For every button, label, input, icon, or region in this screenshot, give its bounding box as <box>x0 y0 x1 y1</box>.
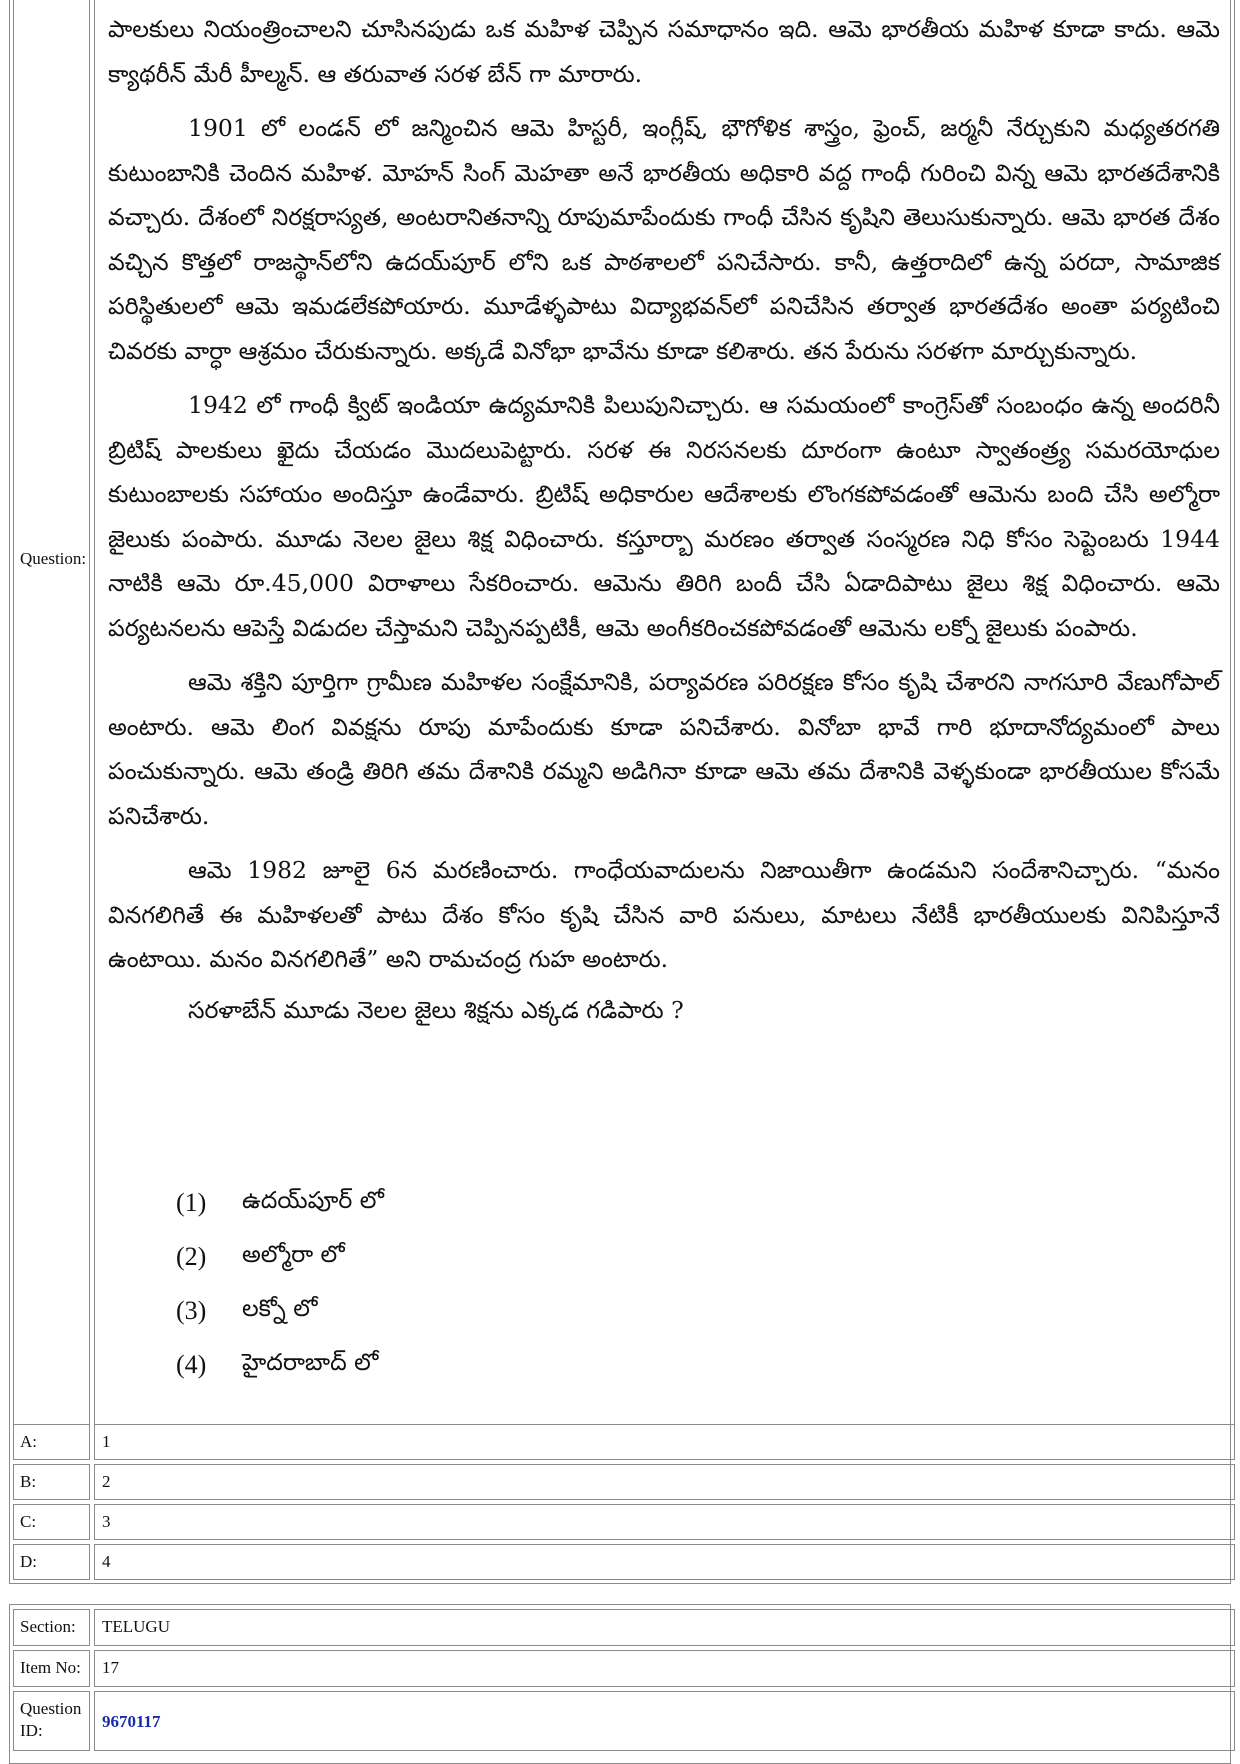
answer-value: 4 <box>102 1552 111 1571</box>
option-text: లక్నో లో <box>242 1294 318 1322</box>
qid-label-line1: Question <box>20 1699 82 1718</box>
passage <box>108 0 1220 1032</box>
passage-paragraph: 1942 లో గాంధీ క్విట్ ఇండియా ఉద్యమానికి పిలుపునిచ్చారు. ఆ సమయంలో కాంగ్రెస్‌తో సంబంధం ఉన్న అందరినీ బ్రిటిష్ పాలకులు ఖైదు చేయడం మొదలుపెట్టారు. సరళ ఈ నిరసనలకు దూరంగా ఉంటూ స్వాతంత్ర్య సమరయోధుల కుటుంబాలకు సహాయం అందిస్తూ ఉండేవారు. బ్రిటిష్ అధికారుల ఆదేశాలకు లొంగకపోవడంతో ఆమెను బంది చేసి అల్మోరా జైలుకు పంపారు. మూడు నెలల జైలు శిక్ష విధించారు. కస్తూర్బా మరణం తర్వాత సంస్మరణ నిధి కోసం సెప్టెంబరు 1944 నాటికి ఆమె రూ.45,000 విరాళాలు సేకరించారు. ఆమెను తిరిగి బందీ చేసి ఏడాదిపాటు జైలు శిక్ష విధించారు. ఆమె పర్యటనలను ఆపెస్తే విడుదల చేస్తామని చెప్పినప్పటికీ, ఆమె అంగీకరించకపోవడంతో ఆమెను లక్నో జైలుకు పంపారు. <box>108 391 1220 642</box>
option-item <box>176 1284 1076 1338</box>
question-label: Question: <box>20 549 87 568</box>
passage-paragraph: ఆమె శక్తిని పూర్తిగా గ్రామీణ మహిళల సంక్షేమానికి, పర్యావరణ పరిరక్షణ కోసం కృషి చేశారని నాగసూరి వేణుగోపాల్ అంటారు. ఆమె లింగ వివక్షను రూపు మాపేందుకు కూడా పనిచేశారు. వినోబా భావే గారి భూదానోద్యమంలో పాలు పంచుకున్నారు. ఆమె తండ్రి తిరిగి తమ దేశానికి రమ్మని అడిగినా కూడా ఆమె తమ దేశానికి వెళ్ళకుండా భారతీయుల కోసమే పనిచేశారు. <box>108 668 1220 830</box>
passage-paragraph: ఆమె 1982 జూలై 6న మరణించారు. గాంధేయవాదులను నిజాయితీగా ఉండమని సందేశానిచ్చారు. “మనం వినగలిగితే ఈ మహిళలతో పాటు దేశం కోసం కృషి చేసిన వారి పనులు, మాటలు నేటికీ భారతీయులకు వినిపిస్తూనే ఉంటాయి. మనం వినగలిగితే” అని రామచంద్ర గుహ అంటారు. <box>108 856 1220 973</box>
section-value-cell <box>94 1609 1235 1646</box>
answer-label-cell <box>13 1504 90 1540</box>
answer-value-cell <box>94 1464 1235 1500</box>
answer-label-cell <box>13 1544 90 1580</box>
answer-label-cell <box>13 1464 90 1500</box>
answer-value: 1 <box>102 1432 111 1451</box>
question-id-link[interactable]: 9670117 <box>102 1712 161 1731</box>
option-text: అల్మోరా లో <box>242 1240 345 1268</box>
passage-paragraph: 1901 లో లండన్ లో జన్మించిన ఆమె హిస్టరీ, ఇంగ్లీష్, భౌగోళిక శాస్త్రం, ఫ్రెంచ్, జర్మనీ నేర్చుకుని మధ్యతరగతి కుటుంబానికి చెందిన మహిళ. మోహన్ సింగ్ మెహతా అనే భారతీయ అధికారి వద్ద గాంధీ గురించి విన్న ఆమె భారతదేశానికి వచ్చారు. దేశంలో నిరక్షరాస్యత, అంటరానితనాన్ని రూపుమాపేందుకు గాంధీ చేసిన కృషిని తెలుసుకున్నారు. ఆమె భారత దేశం వచ్చిన కొత్తలో రాజస్థాన్‌లోని ఉదయ్‌పూర్ లోని ఒక పాఠశాలలో పనిచేసారు. కానీ, ఉత్తరాదిలో ఉన్న పరదా, సామాజిక పరిస్థితులలో ఆమె ఇమడలేకపోయారు. మూడేళ్ళపాటు విద్యాభవన్‌లో పనిచేసిన తర్వాత భారతదేశం అంతా పర్యటించి చివరకు వార్ధా ఆశ్రమం చేరుకున్నారు. అక్కడే వినోభా భావేను కూడా కలిశారు. తన పేరును సరళగా మార్చుకున్నారు. <box>108 114 1220 365</box>
qid-label <box>20 1698 81 1742</box>
answer-value: 2 <box>102 1472 111 1491</box>
option-item <box>176 1176 1076 1230</box>
item-label: Item No: <box>20 1658 81 1677</box>
answer-value-cell <box>94 1504 1235 1540</box>
question-body-cell <box>94 0 1235 1425</box>
option-item <box>176 1338 1076 1392</box>
question-text: సరళాబేన్ మూడు నెలల జైలు శిక్షను ఎక్కడ గడిపారు ? <box>188 995 684 1024</box>
item-value-cell <box>94 1650 1235 1687</box>
option-number: (4) <box>176 1350 207 1379</box>
option-number: (3) <box>176 1296 207 1325</box>
section-label-cell <box>13 1609 90 1646</box>
option-item <box>176 1230 1076 1284</box>
answer-value-cell <box>94 1424 1235 1460</box>
item-label-cell <box>13 1650 90 1687</box>
answer-label-cell <box>13 1424 90 1460</box>
qid-label-line2: ID: <box>20 1721 43 1740</box>
option-number: (2) <box>176 1242 207 1271</box>
section-value: TELUGU <box>102 1617 170 1636</box>
answer-label: A: <box>20 1432 37 1451</box>
answer-label: D: <box>20 1552 37 1571</box>
option-number: (1) <box>176 1188 207 1217</box>
section-label: Section: <box>20 1617 76 1636</box>
option-text: హైదరాబాద్ లో <box>242 1348 379 1376</box>
answer-value-cell <box>94 1544 1235 1580</box>
passage-paragraph: పాలకులు నియంత్రించాలని చూసినపుడు ఒక మహిళ చెప్పిన సమాధానం ఇది. ఆమె భారతీయ మహిళ కూడా కాదు. ఆమె క్యాథరీన్ మేరీ హీల్మన్. ఆ తరువాత సరళ బేన్ గా మారారు. <box>108 15 1220 88</box>
qid-label-cell <box>13 1691 90 1751</box>
qid-value-cell <box>94 1691 1235 1751</box>
answer-label: B: <box>20 1472 37 1491</box>
answer-label: C: <box>20 1512 37 1531</box>
item-value: 17 <box>102 1658 119 1677</box>
option-text: ఉదయ్‌పూర్ లో <box>242 1186 384 1214</box>
answer-value: 3 <box>102 1512 111 1531</box>
question-label-cell <box>13 0 90 1425</box>
options-list <box>176 1176 1076 1392</box>
